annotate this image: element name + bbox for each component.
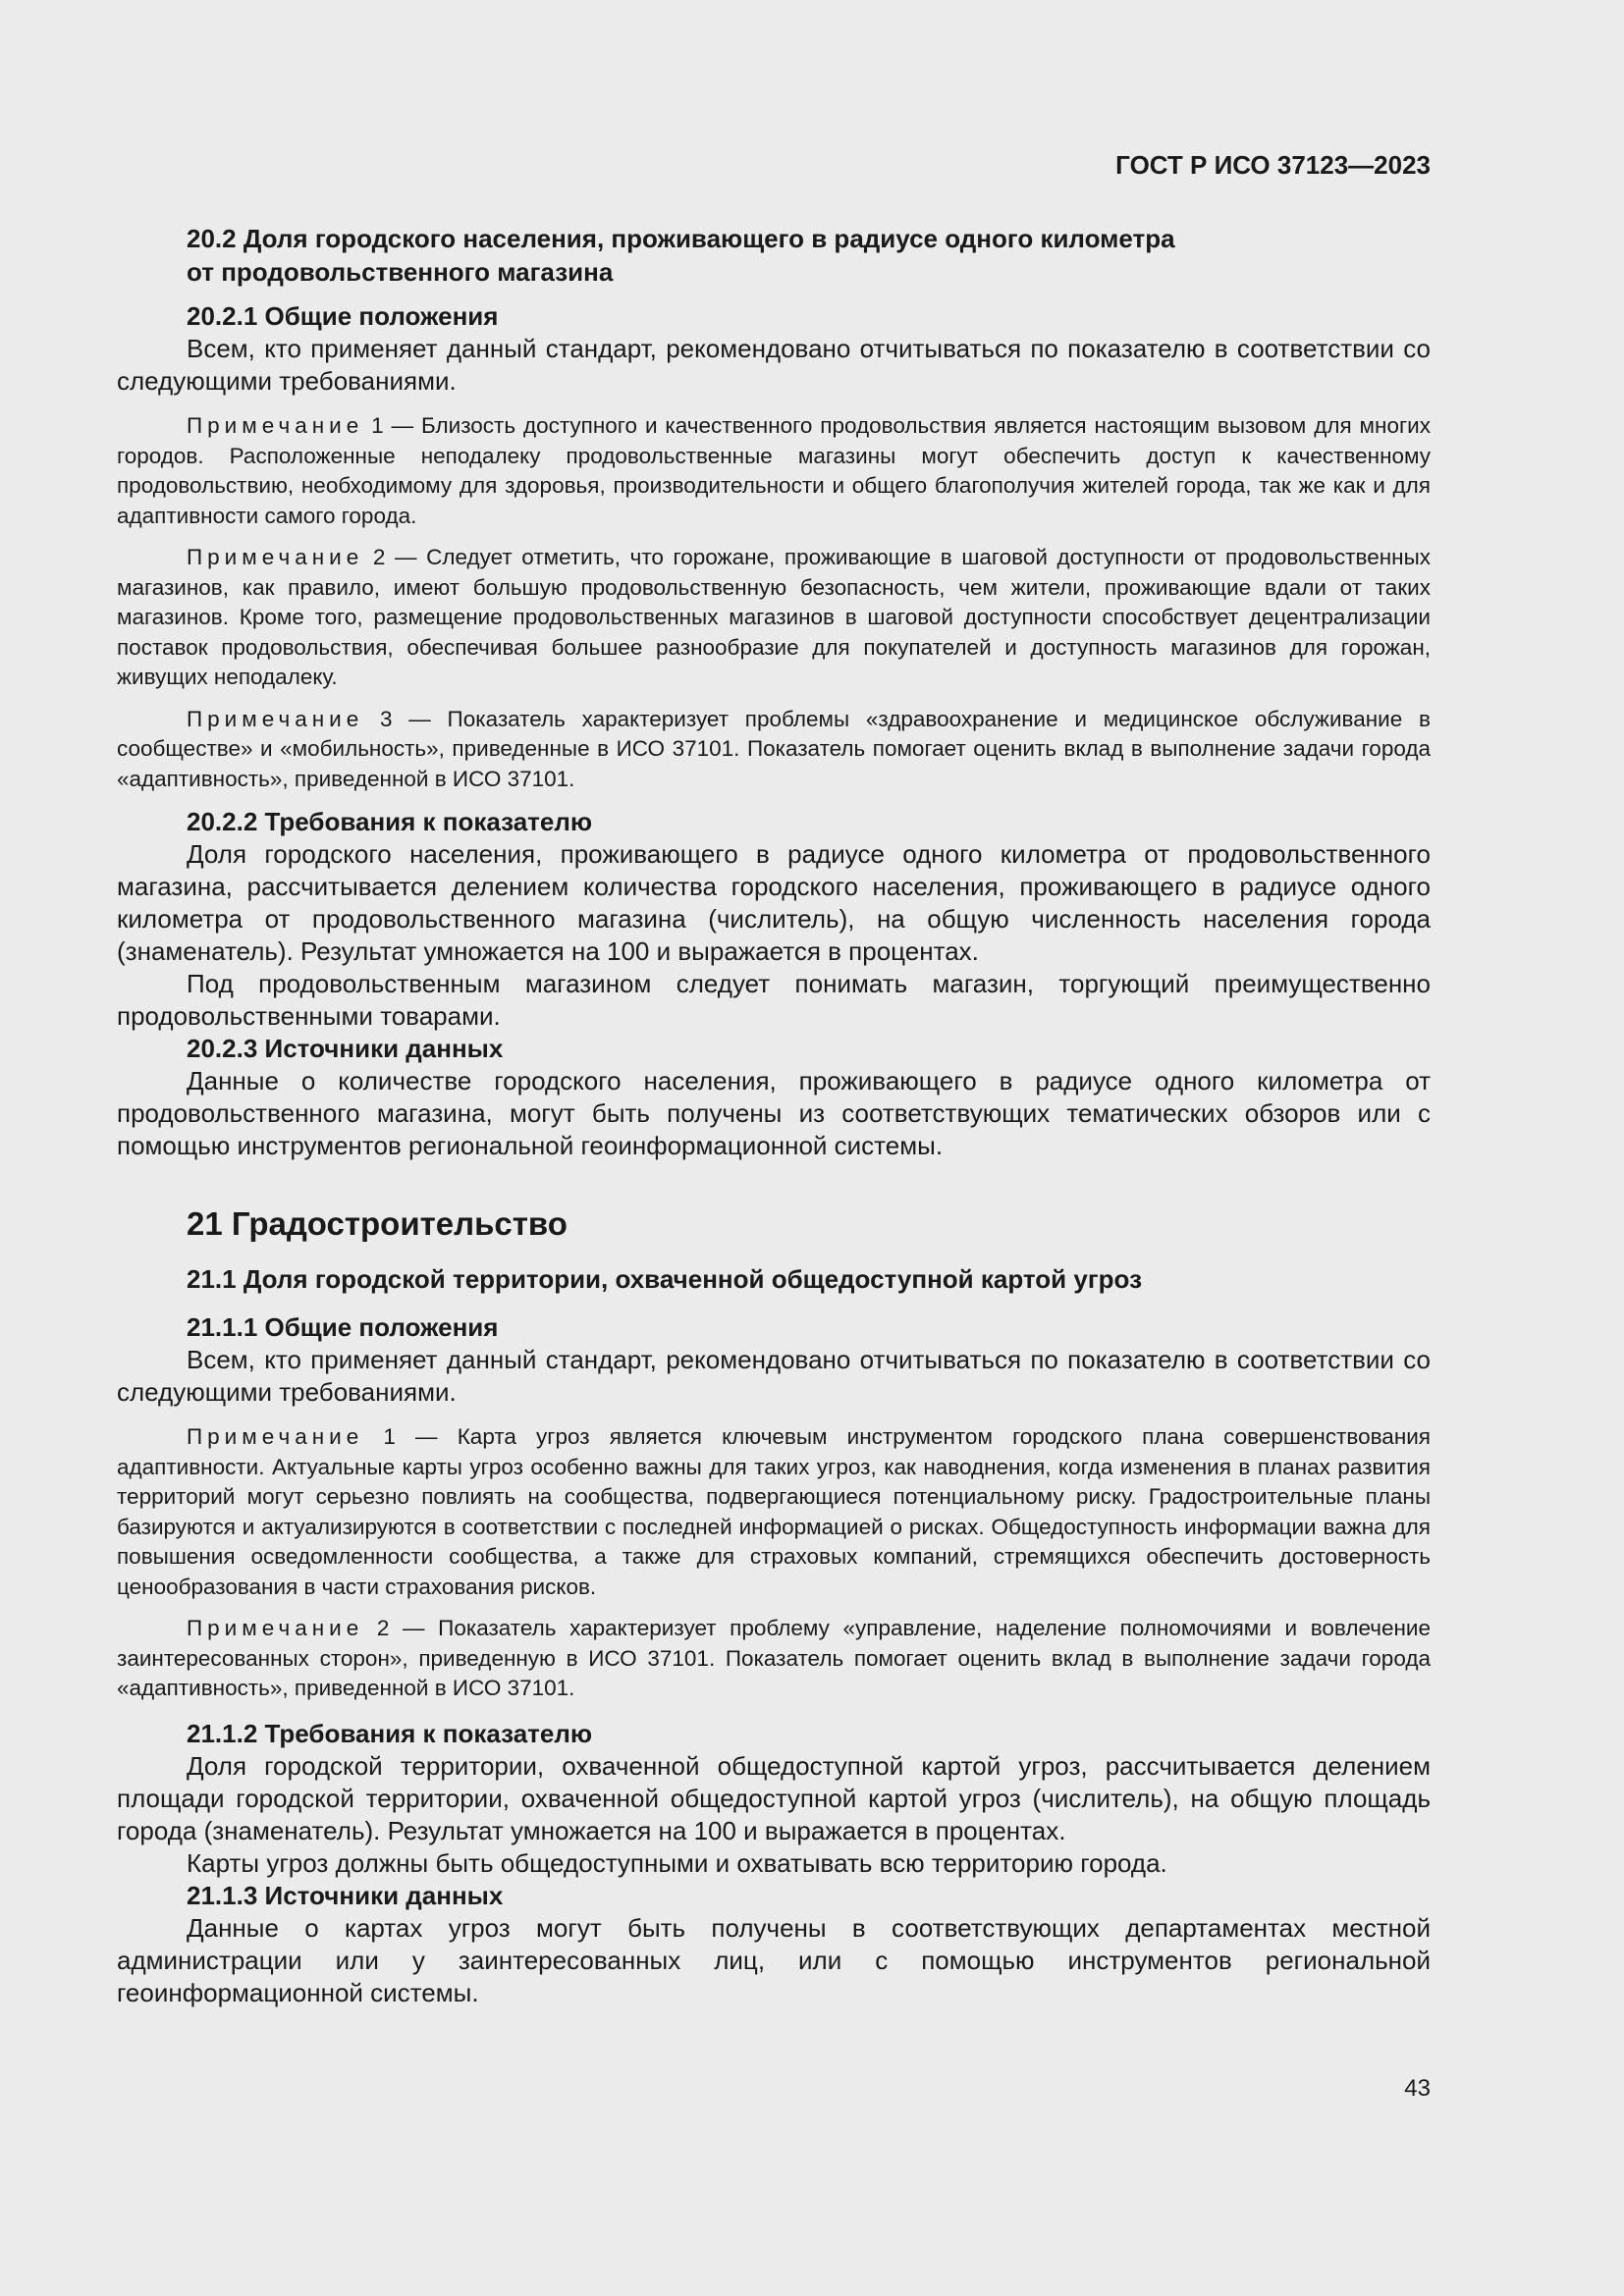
section-20-2-title-line1: 20.2 Доля городского населения, проживающего в радиусе одного километра — [187, 224, 1175, 253]
section-20-2-3-title: 20.2.3 Источники данных — [187, 1034, 504, 1063]
document-code: ГОСТ Р ИСО 37123—2023 — [1115, 150, 1431, 180]
section-21-title: 21 Градостроительство — [187, 1205, 568, 1242]
section-21-1-1-paragraph: Всем, кто применяет данный стандарт, рекомендовано отчитываться по показателю в соответствии со следующими требованиями. — [117, 1345, 1431, 1407]
section-21-1-2-title: 21.1.2 Требования к показателю — [187, 1718, 593, 1748]
page-content — [117, 222, 1431, 2009]
section-21-1-3-title: 21.1.3 Источники данных — [187, 1880, 504, 1910]
section-21-1-2-paragraph-2: Карты угроз должны быть общедоступными и охватывать всю территорию города. — [187, 1847, 1167, 1878]
note-label: Примечание — [187, 545, 364, 569]
note-text: 2 — Следует отметить, что горожане, проживающие в шаговой доступности от продовольственных магазинов, как правило, имеют большую продовольственную безопасность, чем жители, проживающие вдали от таких магазинов. Кроме того, размещение продовольственных магазинов в шаговой доступности способствует децентрализации поставок продовольствия, обеспечивая большее разнообразие для покупателей и доступность магазинов для горожан, живущих неподалеку. — [117, 545, 1431, 689]
note-label: Примечание — [187, 413, 364, 438]
section-21-1-3-paragraph: Данные о картах угроз могут быть получены в соответствующих департаментах местной администрации или у заинтересованных лиц, или с помощью инструментов региональной геоинформационной системы. — [117, 1912, 1431, 2007]
page-number: 43 — [1404, 2075, 1431, 2102]
note-20-2-2 — [117, 543, 1431, 693]
section-20-2-title — [117, 222, 1431, 289]
note-text: 2 — Показатель характеризует проблему «управление, наделение полномочиями и вовлечение заинтересованных сторон», приведенную в ИСО 37101. Показатель помогает оценить вклад в выполнение задачи города «адаптивность», приведенной в ИСО 37101. — [117, 1616, 1431, 1700]
document-page — [117, 0, 1431, 2296]
section-20-2-title-line2: от продовольственного магазина — [187, 257, 614, 287]
section-20-2-3-paragraph: Данные о количестве городского населения, проживающего в радиусе одного километра от продовольственного магазина, могут быть получены из соответствующих тематических обзоров или с помощью инструментов региональной геоинформационной системы. — [117, 1066, 1431, 1160]
note-label: Примечание — [187, 706, 364, 731]
section-20-2-2-paragraph-1: Доля городского населения, проживающего в радиусе одного километра от продовольственного магазина, рассчитывается делением количества городского населения, проживающего в радиусе одного километра от продовольственного магазина (числитель), на общую численность населения города (знаменатель). Результат умножается на 100 и выражается в процентах. — [117, 839, 1431, 966]
note-text: 3 — Показатель характеризует проблемы «здравоохранение и медицинское обслуживание в сообществе» и «мобильность», приведенные в ИСО 37101. Показатель помогает оценить вклад в выполнение задачи города «адаптивность», приведенной в ИСО 37101. — [117, 706, 1431, 791]
note-text: 1 — Близость доступного и качественного продовольствия является настоящим вызовом для многих городов. Расположенные неподалеку продовольственные магазины могут обеспечить доступ к качественному продовольствию, необходимому для здоровья, производительности и общего благополучия жителей города, так же как и для адаптивности самого города. — [117, 413, 1431, 528]
section-20-2-1-paragraph: Всем, кто применяет данный стандарт, рекомендовано отчитываться по показателю в соответствии со следующими требованиями. — [117, 334, 1431, 396]
section-21-1-2-paragraph-1: Доля городской территории, охваченной общедоступной картой угроз, рассчитывается делением площади городской территории, охваченной общедоступной картой угроз (числитель), на общую площадь города (знаменатель). Результат умножается на 100 и выражается в процентах. — [117, 1750, 1431, 1845]
note-text: 1 — Карта угроз является ключевым инструментом городского плана совершенствования адаптивности. Актуальные карты угроз особенно важны для таких угроз, как наводнения, когда изменения в планах развития территорий могут серьезно повлиять на сообщества, подвергающиеся потенциальному риску. Градостроительные планы базируются и актуализируются в соответствии с последней информацией о рисках. Общедоступность информации важна для повышения осведомленности сообщества, а также для страховых компаний, стремящихся обеспечить достоверность ценообразования в части страхования рисков. — [117, 1424, 1431, 1599]
section-21-1-title: 21.1 Доля городской территории, охваченной общедоступной картой угроз — [187, 1264, 1142, 1294]
note-20-2-1 — [117, 411, 1431, 531]
section-20-2-1-title: 20.2.1 Общие положения — [187, 301, 499, 331]
note-label: Примечание — [187, 1616, 364, 1640]
note-21-1-1 — [117, 1422, 1431, 1602]
note-label: Примечание — [187, 1424, 364, 1449]
section-20-2-2-title: 20.2.2 Требования к показателю — [187, 807, 593, 836]
section-21-1-1-title: 21.1.1 Общие положения — [187, 1312, 499, 1342]
section-20-2-2-paragraph-2: Под продовольственным магазином следует понимать магазин, торгующий преимущественно продовольственными товарами. — [117, 969, 1431, 1031]
note-20-2-3 — [117, 705, 1431, 795]
note-21-1-2 — [117, 1614, 1431, 1704]
